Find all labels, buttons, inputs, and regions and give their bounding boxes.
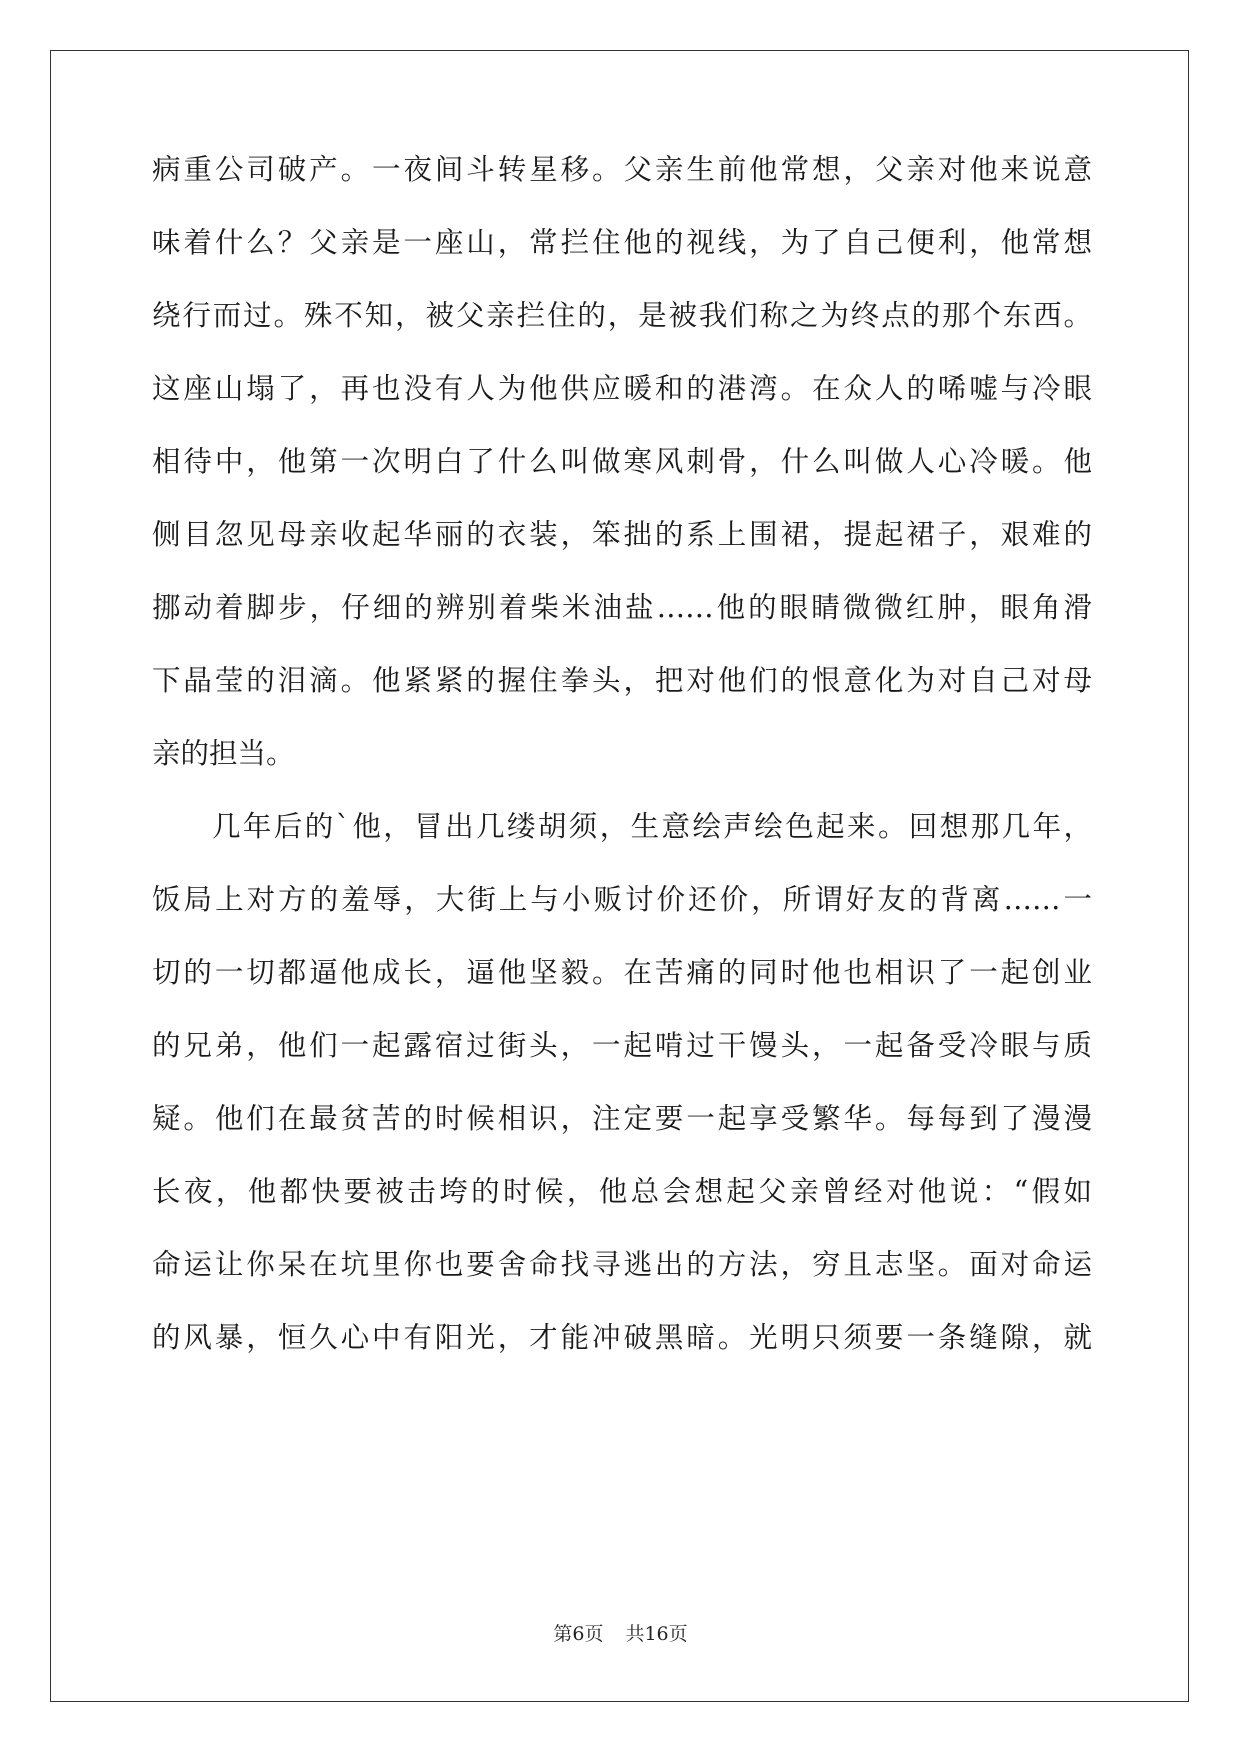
text-line: 下晶莹的泪滴。他紧紧的握住拳头，把对他们的恨意化为对自己对母 xyxy=(152,664,1092,697)
text-line: 绕行而过。殊不知，被父亲拦住的，是被我们称之为终点的那个东西。 xyxy=(152,299,1092,332)
text-line: 长夜，他都快要被击垮的时候，他总会想起父亲曾经对他说：“假如 xyxy=(152,1175,1092,1208)
text-line: 命运让你呆在坑里你也要舍命找寻逃出的方法，穷且志坚。面对命运 xyxy=(152,1248,1092,1281)
page-total: 共16页 xyxy=(625,1623,688,1645)
text-line: 的兄弟，他们一起露宿过街头，一起啃过干馒头，一起备受冷眼与质 xyxy=(152,1029,1092,1062)
text-line: 几年后的`他，冒出几缕胡须，生意绘声绘色起来。回想那几年， xyxy=(212,810,1092,843)
text-line: 饭局上对方的羞辱，大街上与小贩讨价还价，所谓好友的背离……一 xyxy=(152,883,1092,916)
text-line: 挪动着脚步，仔细的辨别着柴米油盐……他的眼睛微微红肿，眼角滑 xyxy=(152,591,1092,624)
page-number: 第6页 xyxy=(553,1623,604,1645)
text-line: 疑。他们在最贫苦的时候相识，注定要一起享受繁华。每每到了漫漫 xyxy=(152,1102,1092,1135)
text-line: 切的一切都逼他成长，逼他坚毅。在苦痛的同时他也相识了一起创业 xyxy=(152,956,1092,989)
text-line: 这座山塌了，再也没有人为他供应暖和的港湾。在众人的唏嘘与冷眼 xyxy=(152,372,1092,405)
text-line: 亲的担当。 xyxy=(152,737,295,770)
text-line: 味着什么？父亲是一座山，常拦住他的视线，为了自己便利，他常想 xyxy=(152,226,1092,259)
text-line: 相待中，他第一次明白了什么叫做寒风刺骨，什么叫做人心冷暖。他 xyxy=(152,445,1092,478)
text-line: 侧目忽见母亲收起华丽的衣装，笨拙的系上围裙，提起裙子，艰难的 xyxy=(152,518,1092,551)
text-line: 的风暴，恒久心中有阳光，才能冲破黑暗。光明只须要一条缝隙，就 xyxy=(152,1321,1092,1354)
text-line: 病重公司破产。一夜间斗转星移。父亲生前他常想，父亲对他来说意 xyxy=(152,153,1092,186)
page-footer xyxy=(0,1622,1241,1646)
